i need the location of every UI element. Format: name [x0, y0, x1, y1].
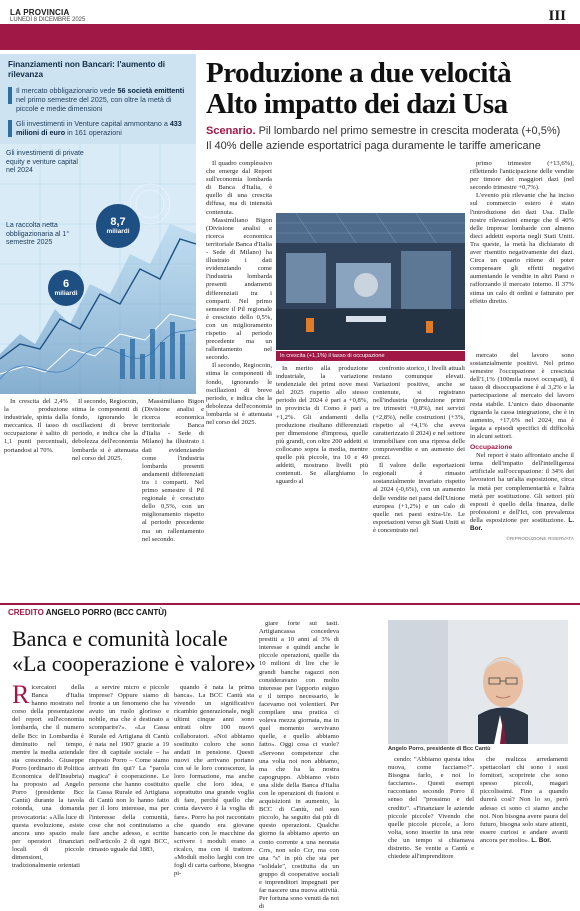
- finance-illustration: [0, 144, 196, 394]
- fact-highlight: 433 milioni di euro: [16, 119, 182, 137]
- copyright: ©RIPRODUZIONE RISERVATA: [506, 537, 574, 543]
- article-headline: [206, 58, 574, 120]
- paragraph: In crescita del 2,4% la produzione industriale, spinta dalla meccanica. Il tasso di occupazione è salito di 1,1 punti percentuali, portandosi al 70%.: [4, 398, 68, 454]
- private-equity-unit: miliardi: [106, 228, 130, 235]
- factbox: [0, 54, 196, 144]
- paragraph: quando è nata la prima banca». La BCC Cantù sta vivendo un significativo ricambio generazionale, negli ultimi cinque anni sono entrati oltre 100 nuovi collaboratori. «Noi abbiamo sostituito coloro che sono andati in pensione. Questi nuovi che arrivano portano con sé le loro conoscenze, la loro formazione, ma anche quelle che loro idea, e soprattutto una grande voglia di fare, perché quello che conta davvero è la voglia di fare». Porro ha poi raccontato che quando era giovane bancario con le macchine da scrivere i moduli erano a ricalco, ma con il trattore. «Moduli molto larghi con tre fogli di carta carbone, bisogna pi-: [174, 684, 255, 878]
- dropcap: R: [12, 680, 30, 709]
- article-column-6: [470, 160, 574, 350]
- credito-column-2: [89, 684, 169, 853]
- credito-column-1: [12, 680, 84, 870]
- fact-text: in 161 operazioni: [65, 128, 122, 137]
- article-column-1: [206, 160, 272, 598]
- paragraph: mercato del lavoro sono sostanzialmente positivi. Nel primo semestre l'occupazione è cresciuta dell'1,1% (100mila nuovi occupati), il tasso di disoccupazione è al 3,2% e la partecipazione al mercato del lavoro resta stabile. L'unico dato dissonante riguarda la cassa integrazione, che è in aumento, +17,6% nel 2024, ma è legata a episodi specifici di difficoltà in alcuni settori.: [470, 352, 574, 440]
- portrait-photo: [388, 620, 568, 744]
- article-subheading: [206, 124, 574, 154]
- credito-column-6: [480, 756, 568, 844]
- factory-image: [276, 213, 465, 350]
- credito-headline-line-2: «La cooperazione è valore»: [12, 651, 256, 676]
- article-column-left: [4, 398, 68, 598]
- fact-text: Gli investimenti in Venture capital ammontano a: [16, 119, 170, 128]
- paragraph: Il valore delle esportazioni regionali è rimasto sostanzialmente invariato rispetto al 2024 (-0,6%), con un aumento delle vendite nei paesi dell'Unione europea (+1,2%) e un calo di quelle nei paesi extra-Ue. Le esportazioni verso gli Stati Uniti si è concentrato nel: [373, 462, 465, 534]
- section-divider: [0, 603, 580, 605]
- portrait-caption: Angelo Porro, presidente di Bcc Cantù: [388, 746, 491, 752]
- header-color-band: [0, 24, 580, 50]
- credito-headline-line-1: Banca e comunità locale: [12, 626, 228, 651]
- bonds-unit: miliardi: [54, 290, 78, 297]
- article-column-5: [373, 365, 465, 598]
- paragraph: icercatori della Banca d'Italia hanno mostrato nel corso della presentazione del report sull'economia lombarda, che il numero delle Bcc in Lombardia è diminuito nel tempo, mentre la media aziendale sta crescendo. Giuseppe Porro (ordinario di Politica Economica dell'Insubria) ha proposto ad Angelo Porro (presidente Bcc Cantù) durante la tavola rotonda, una domanda provocatoria: «Alla luce di questa evoluzione, esiste ancora uno spazio reale per operatori finanziari locali di piccole dimensioni, tradizionalmente orientati: [12, 684, 84, 870]
- section-source: ANGELO PORRO (BCC CANTÙ): [45, 608, 167, 617]
- bonds-label: La raccolta netta obbligazionaria al 1° semestre 2025: [6, 222, 70, 246]
- fact-item-venture: [8, 119, 188, 137]
- article-column-7: [470, 352, 574, 598]
- paragraph: L'evento più rilevante che ha inciso sul commercio estero è stato l'introduzione dei dazi Usa. Dalle nostre rilevazioni emerge che il 40% delle imprese lombarde con almeno dieci addetti esporta negli Stati Uniti. Tra queste, la metà ha dichiarato di aver risentito negativamente dei dazi. Circa un quarto ritiene di poter compensare gli effetti negativi aumentando le vendite in altri Paesi o rafforzando il mercato interno. Il 37% stima un calo di ordini e fatturato per effetto diretto.: [470, 192, 574, 305]
- fact-text: Il mercato obbligazionario vede: [16, 86, 118, 95]
- infographic: [0, 144, 196, 394]
- paragraph: Il quadro complessivo che emerge dal Report sull'economia lombarda di Banca d'Italia, è quello di una crescita diffusa, ma di intensità contenuta.: [206, 160, 272, 216]
- private-equity-label: Gli investimenti di private equity e venture capital nel 2024: [6, 150, 84, 174]
- paragraph: giare forte sui tasti. Artigiancassa concedeva prestiti a 10 anni al 3% di interesse e quindi anche le piccole operazioni, quelle da 10 milioni di lire che le grandi banche ragazzi non consideravano con molto interesse per l'apporto esiguo e il tempo necessario, le facevamo noi volentieri. Per compilare una pratica ci voleva mezza giornata, ma in quel momento servivano quelle, e quello abbiamo fatto». Oggi cosa ci vuole? «Servono competenze che una volta noi non abbiamo, ma che ha la nostra capogruppo. Abbiamo visto una slide della Banca d'Italia con le operazioni di fusioni e acquisizioni in aumento, la BCC di Cantù, nel suo piccolo, ha seguito dai più di questo operazioni. Qualche giorno fa abbiamo aperto un conto corrente a una neonata Crrs, non solo Ccr, ma con una "s" in più che sta per "solidale", costituita da un gruppo di cooperative sociali e imprenditori impegnati per far nascere una nuova attività. Per fortuna sono venuti da noi di: [259, 620, 339, 911]
- bonds-bubble: [48, 270, 84, 306]
- fact-item-bonds: [8, 86, 188, 113]
- article-column-4: [276, 365, 368, 598]
- section-label-credito: CREDITO: [8, 608, 44, 617]
- headline-line-2: Alto impatto dei dazi Usa: [206, 88, 508, 120]
- paragraph: Massimiliano Bigon (Divisione analisi e ricerca economica territoriale Banca d'Italia - Sede di Milano) ha illustrato i dati evidenziando come l'industria lombarda presenti andamenti differenziati tra i comparti. Nel primo semestre il Pil regionale è cresciuto dello 0,5%, con un miglioramento rispetto al periodo precedente ma un rallentamento nel secondo.: [206, 216, 272, 362]
- paragraph: Il secondo, Regiocoin, stima le componenti di fondo, ignorando le oscillazioni di breve periodo, e indica che la debolezza dell'economia lombarda si è attenuata nel corso del 2025.: [206, 362, 272, 426]
- article-column-2: [72, 398, 138, 598]
- paragraph: Nel report è stato affrontato anche il tema dell'impatto dell'intelligenza artificiale sull'occupazione: il 34% dei lavoratori ha un'alta esposizione, circa la metà per complementarità e l'altra metà per sostituzione. Gli settori più esposti è quello della finanza, delle professioni e dell'Ict, con prevalenza della esposizione per sostituzione.: [470, 452, 574, 524]
- author-signature: L. Bor.: [470, 516, 574, 532]
- headline-line-1: Produzione a due velocità: [206, 57, 512, 89]
- photo-caption: In crescita (+1,1%) il tasso di occupazione: [276, 351, 465, 361]
- paragraph: che realizza arredamenti spettacolari chi sono i suoi fornitori, scoprirete che sono spesso piccoli, magari piccolissimi. Fino a quando durerà così? Non lo so, però adesso ci sono ci siamo anche noi. Non bisogna avere paura del futuro, bisogna solo stare attenti, essere curiosi e andare avanti ancora per molto».: [480, 756, 568, 844]
- article-column-3: [142, 398, 204, 598]
- newspaper-brand: LA PROVINCIA: [10, 8, 70, 17]
- paragraph: Il secondo, Regiocoin, stima le componenti di fondo, ignorando le oscillazioni di breve periodo, e indica che la debolezza dell'economia lombarda si è attenuata nel corso del 2025.: [72, 398, 138, 462]
- subhead: Il 40% delle aziende esportatrici paga duramente le tariffe americane: [206, 140, 541, 152]
- credito-column-5: [388, 756, 474, 861]
- fact-text: nel primo semestre del 2025, con oltre la metà di piccole e medie dimensioni: [16, 95, 172, 113]
- fact-highlight: 56 società emittenti: [117, 86, 185, 95]
- section-label: [8, 608, 167, 617]
- kicker: Scenario.: [206, 125, 256, 137]
- edition-date: LUNEDÌ 8 DICEMBRE 2025: [10, 17, 86, 23]
- bonds-value: 6: [62, 278, 70, 290]
- section-head-occupazione: Occupazione: [470, 444, 513, 452]
- factbox-title: Finanziamenti non Bancari: l'aumento di rilevanza: [8, 60, 166, 79]
- kicker-text: Pil lombardo nel primo semestre in crescita moderata (+0,5%): [255, 125, 561, 137]
- paragraph: Massimiliano Bigon (Divisione analisi e ricerca economica territoriale Banca d'Italia - Sede di Milano) ha illustrato i dati evidenziando come l'industria lombarda presenti andamenti differenziati tra i comparti. Nel primo semestre il Pil regionale è cresciuto dello 0,5%, con un miglioramento rispetto al periodo precedente ma un rallentamento nel secondo.: [142, 398, 204, 543]
- paragraph: a servire micro e piccole imprese? Oppure siamo di fronte a un fenomeno che ha avuto un ruolo glorioso e nobile, ma che è destinato a scomparire?». «La Cassa Rurale ed Artigiana di Cantù è nata nel 1907 grazie a 19 fire di capitale sociale – ha risposto Porro – Come siamo arrivati fin qui? La "parola magica" è cooperazione. Le persone che hanno costituito la Cassa Rurale ed Artigiana di Cantù non lo hanno fatto per il loro interesse, ma per l'interesse della comunità, cose che noi continuiamo a fare anche adesso, e scritte nell'articolo 2 di ogni BCC, rimasto uguale dal 1883,: [89, 684, 169, 853]
- credito-signature: L. Bor.: [531, 836, 552, 844]
- paragraph: primo trimestre (+13,6%), riflettendo l'anticipazione delle vendite per timore dei maggiori dazi (nel secondo trimestre +0,7%).: [470, 160, 574, 192]
- credito-column-3: [174, 684, 255, 878]
- private-equity-bubble: [96, 204, 140, 248]
- paragraph: confronto storico, i livelli attuali restano comunque elevati. Variazioni positive, anche se contenute, si registrano nell'industria (produzione primi tre trimestri +0,8%), nei servizi (+2,8%), nelle costruzioni (+3%, rispetto al +4,1% che aveva caratterizzato il 2024) e nel settore immobiliare con una ripresa delle compravendite e un aumento dei prezzi.: [373, 365, 465, 462]
- page-number: III: [548, 8, 566, 24]
- credito-column-4: [259, 620, 339, 911]
- portrait-image: [388, 620, 568, 744]
- paragraph: In merito alla produzione industriale, la variazione tendenziale dei primi nove mesi del 2025 rispetto allo stesso periodo del 2024 è pari a +0,8%, in provincia di Como è pari a +1,2%. Gli andamenti della produzione risultano differenziati per dimensione d'impresa, quelle più grandi, con oltre 200 addetti si collocano sopra la media, mentre quelle più piccole, tra 10 e 49 addetti, mostrano livelli più contenuti. Se allarghiamo lo sguardo al: [276, 365, 368, 486]
- private-equity-value: 8,7: [110, 216, 126, 228]
- factory-photo: [276, 213, 465, 350]
- paragraph: cendo: "Abbiamo questa idea nuova, come facciamo?". Bisogna farlo, e noi lo facciamo». Questi esempi raccontano secondo Porro il senso del "prossimo e del credito". «Finanziare le aziende piccole piccole? Vivendo che quelle piccole piccole, a loro volta, sono inserite in una rete che un tempo si chiamava distretto. Se venite a Cantù e chiedete all'imprenditore: [388, 756, 474, 861]
